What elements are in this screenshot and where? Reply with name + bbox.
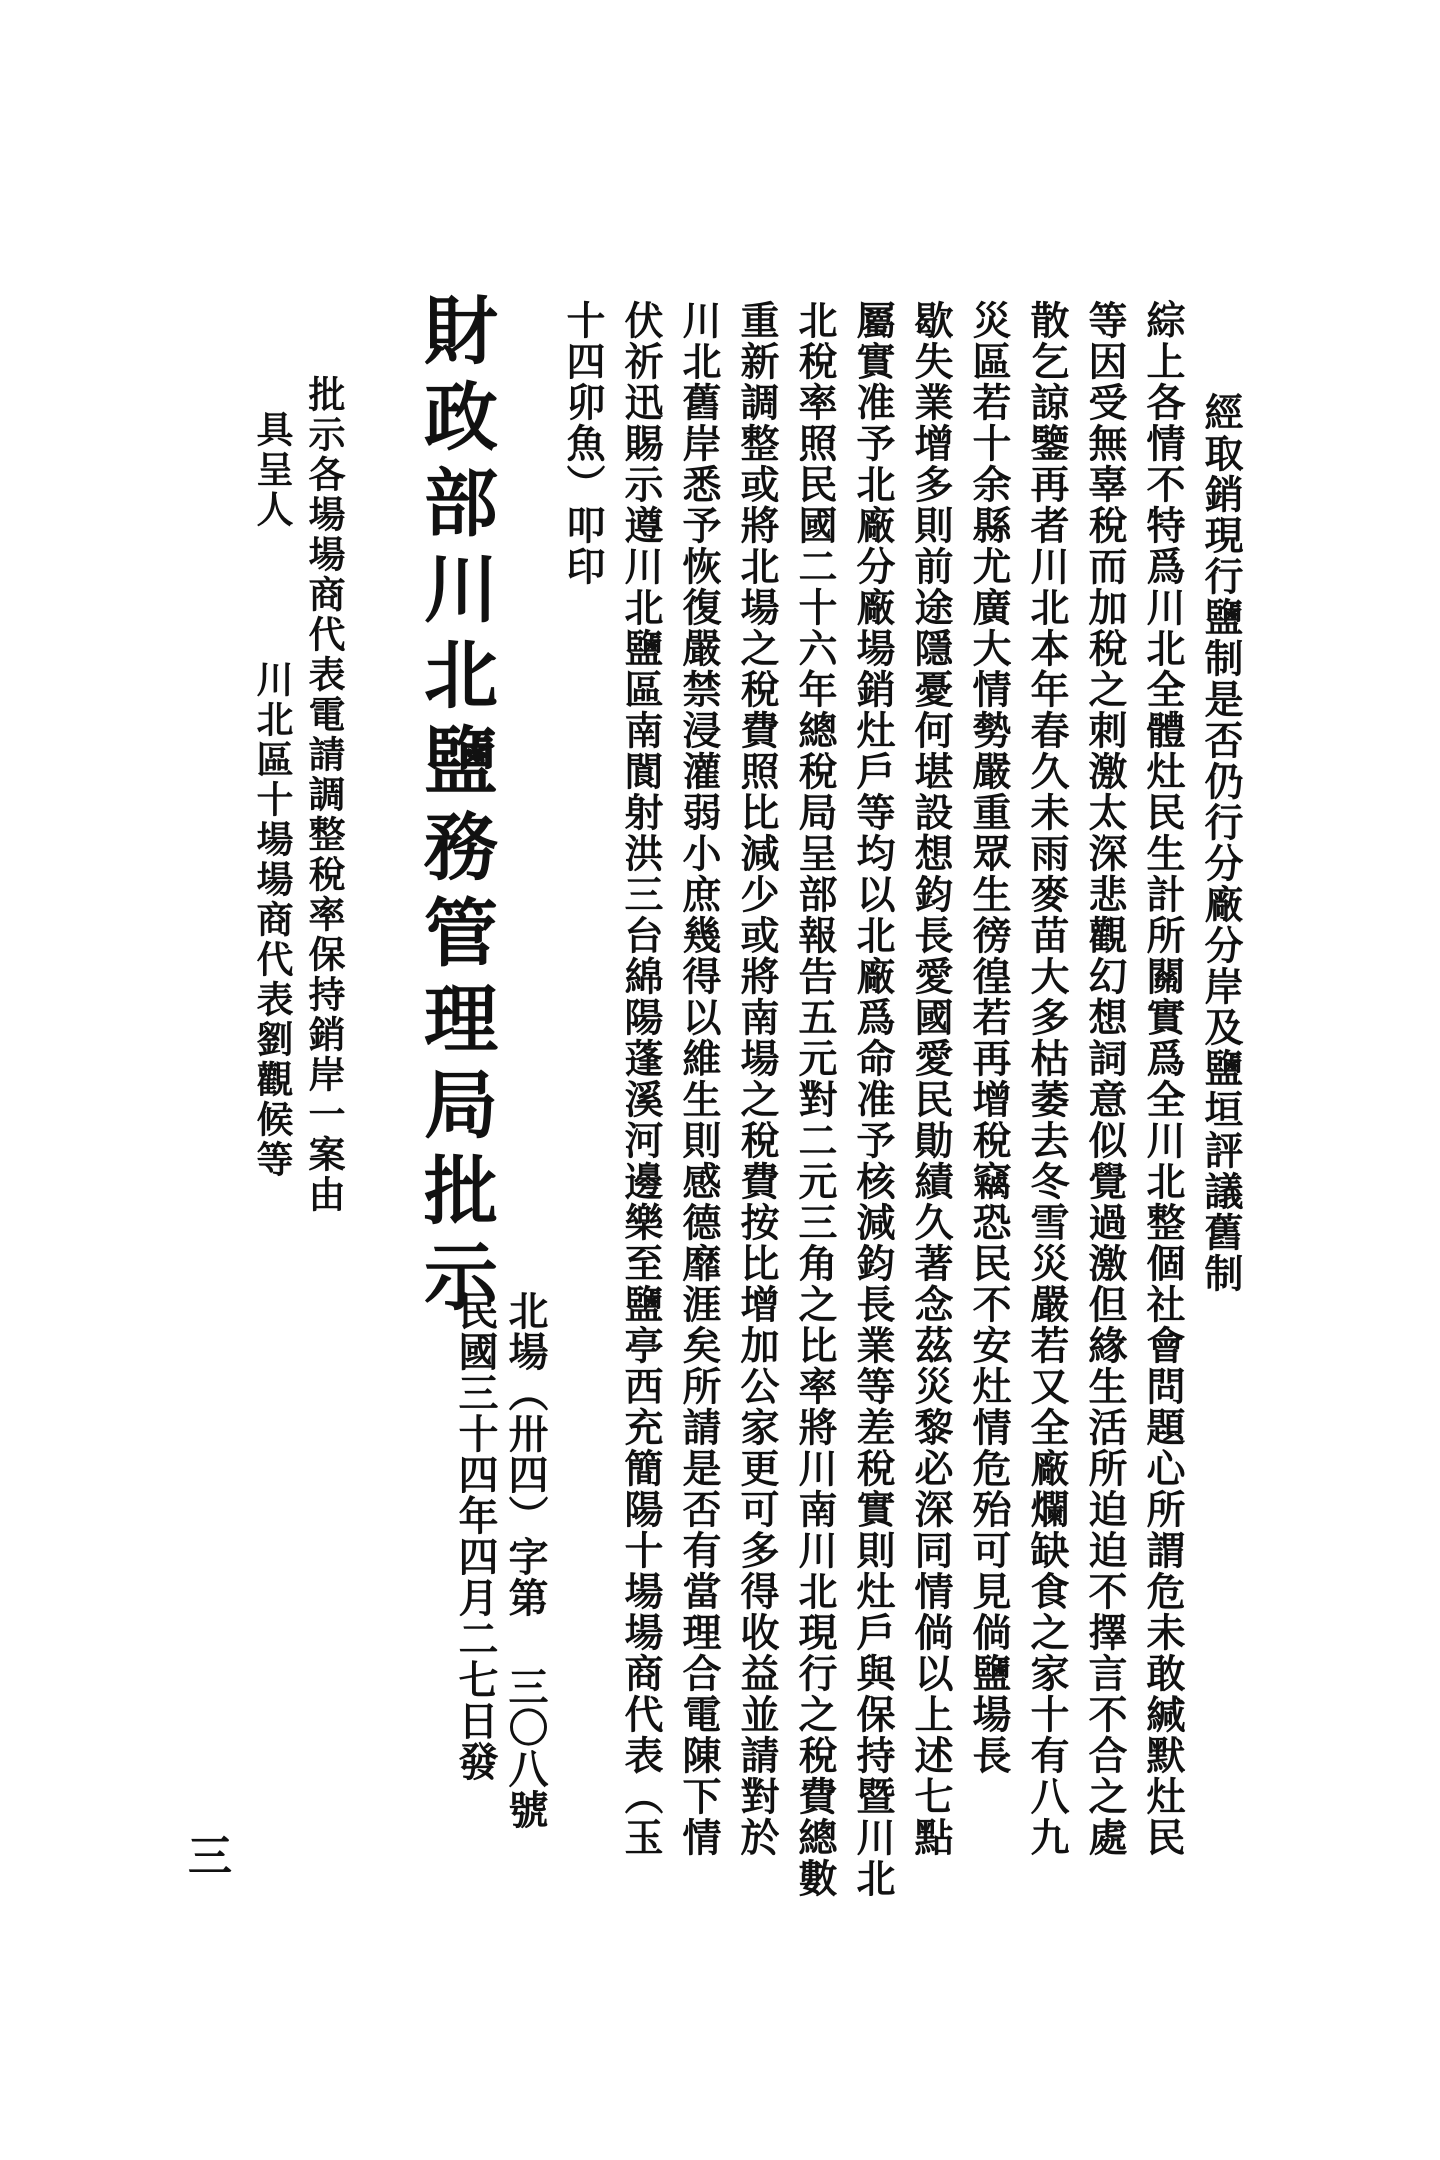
body-column-10: 川北舊岸悉予恢復嚴禁浸灌弱小庶幾得以維生則感德靡涯矣所請是否有當理合電陳下情 — [676, 300, 722, 1858]
body-column-4: 散乞諒鑒再者川北本年春久未雨麥苗大多枯萎去冬雪災嚴若又全廠爛缺食之家十有八九 — [1024, 300, 1070, 1858]
petitioner-name: 川北區十場場商代表劉觀候等 — [250, 660, 294, 1180]
body-column-12: 十四卯魚）叩印 — [560, 300, 606, 587]
body-column-2: 綜上各情不特爲川北全體灶民生計所關實爲全川北整個社會問題心所謂危未敢緘默灶民 — [1140, 300, 1186, 1858]
body-column-9: 重新調整或將北場之稅費照比減少或將南場之稅費按比增加公家更可多得收益並請對於 — [734, 300, 780, 1858]
body-column-5: 災區若十余縣尤廣大情勢嚴重眾生徬徨若再增稅竊恐民不安灶情危殆可見倘鹽場長 — [966, 300, 1012, 1776]
page-number: 三 — [188, 1831, 232, 1882]
body-column-1: 經取銷現行鹽制是否仍行分廠分岸及鹽垣評議舊制 — [1198, 392, 1244, 1294]
body-column-7: 屬實准予北廠分廠場銷灶戶等均以北廠爲命准予核減鈞長業等差稅實則灶戶與保持暨川北 — [850, 300, 896, 1899]
body-column-8: 北稅率照民國二十六年總稅局呈部報告五元對二元三角之比率將川南川北現行之稅費總數 — [792, 300, 838, 1899]
document-number: 北場（卅四）字第 三〇八號 — [502, 1290, 549, 1830]
document-title: 財政部川北鹽務管理局批示 — [412, 292, 498, 1324]
body-column-11: 伏祈迅賜示遵川北鹽區南閬射洪三台綿陽蓬溪河邊樂至鹽亭西充簡陽十場場商代表（玉 — [618, 300, 664, 1858]
body-column-3: 等因受無辜稅而加稅之刺激太深悲觀幻想詞意似覺過激但緣生活所迫迫不擇言不合之處 — [1082, 300, 1128, 1858]
body-column-6: 歇失業增多則前途隱憂何堪設想鈞長愛國愛民勛績久著念茲災黎必深同情倘以上述七點 — [908, 300, 954, 1858]
subject-line: 批示各場場商代表電請調整稅率保持銷岸一案由 — [302, 375, 346, 1215]
petitioner-label: 具呈人 — [250, 410, 294, 530]
document-date: 民國三十四年四月二七日發 — [452, 1290, 499, 1782]
